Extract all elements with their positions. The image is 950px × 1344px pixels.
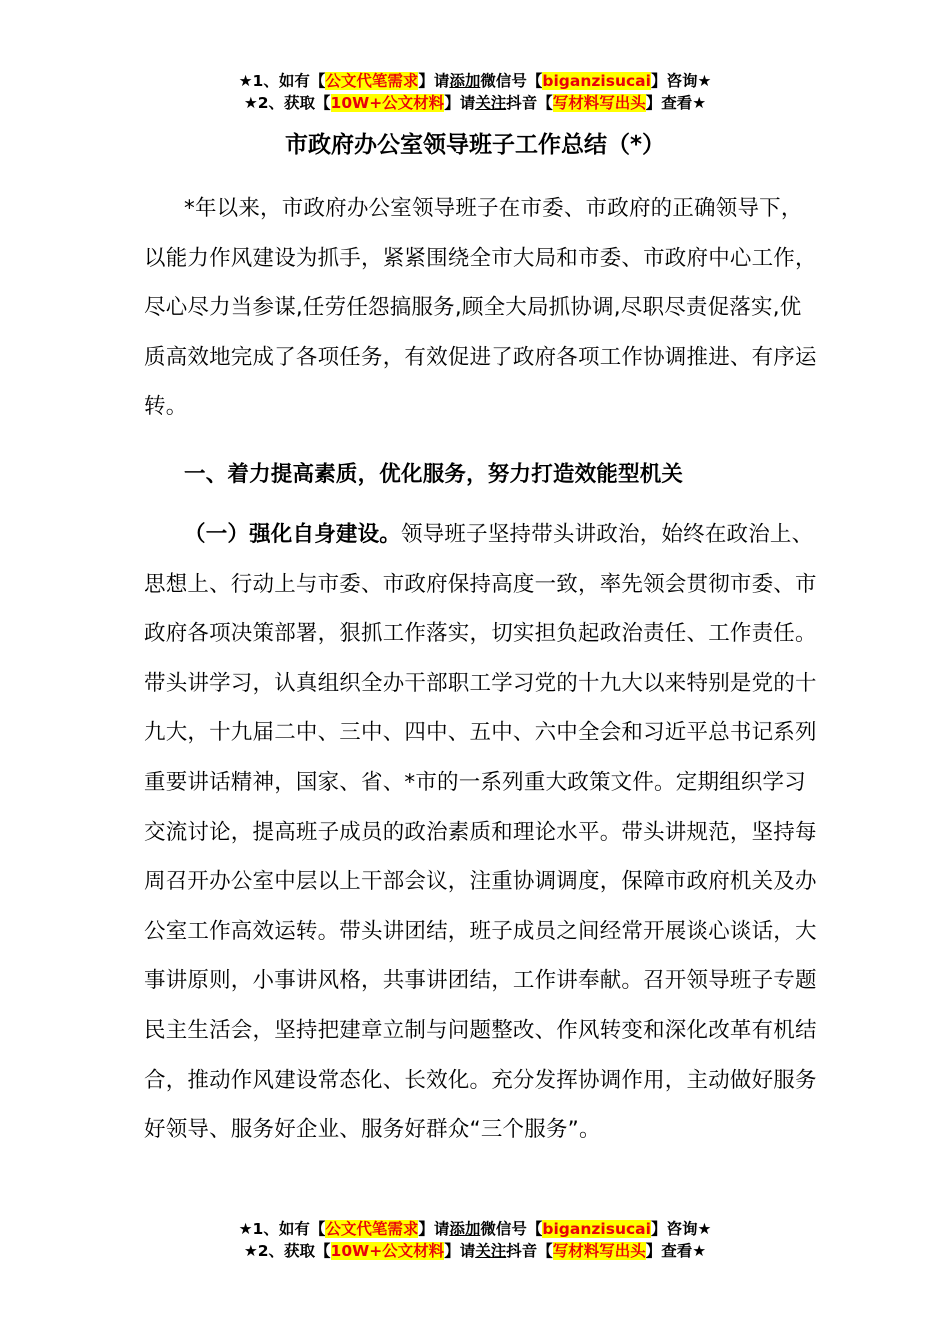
subsection-body: 领导班子坚持带头讲政治，始终在政治上、思想上、行动上与市委、市政府保持高度一致，率先领会贯彻市委、市政府各项决策部署，狠抓工作落实，切实担负起政治责任、工作责任。带头讲学习，认真组织全办干部职工学习党的十九大以来特别是党的十九大，十九届二中、三中、四中、五中、六中全会和习近平总书记系列重要讲话精神，国家、省、*市的一系列重大政策文件。定期组织学习交流讨论，提高班子成员的政治素质和理论水平。带头讲规范，坚持每周召开办公室中层以上干部会议，注重协调调度，保障市政府机关及办公室工作高效运转。带头讲团结，班子成员之间经常开展谈心谈话，大事讲原则，小事讲风格，共事讲团结，工作讲奉献。召开领导班子专题民主生活会，坚持把建章立制与问题整改、作风转变和深化改革有机结合，推动作风建设常态化、长效化。充分发挥协调作用，主动做好服务好领导、服务好企业、服务好群众“三个服务”。 — [144, 522, 817, 1143]
banner-highlight-wechat-id: biganzisucai — [542, 1220, 651, 1238]
banner-highlight-douyin: 写材料写出头 — [552, 1242, 646, 1260]
banner-text: 微信号【 — [480, 72, 543, 90]
banner-highlight-wechat-id: biganzisucai — [542, 72, 651, 90]
banner-text: ★1、如有【 — [238, 72, 326, 90]
banner-text: 】请 — [444, 1242, 476, 1260]
banner-line-1 — [0, 70, 950, 92]
banner-text: 】请 — [418, 72, 450, 90]
footer-banner — [0, 1218, 950, 1262]
banner-text: 抖音【 — [506, 94, 553, 112]
banner-text: ★1、如有【 — [238, 1220, 326, 1238]
section-heading: 一、着力提高素质，优化服务，努力打造效能型机关 — [184, 462, 684, 487]
banner-text: 】咨询★ — [650, 1220, 712, 1238]
banner-text: 抖音【 — [506, 1242, 553, 1260]
banner-text: 】请 — [444, 94, 476, 112]
banner-line-2 — [0, 1240, 950, 1262]
banner-underlined-text: 添加 — [449, 1220, 481, 1238]
banner-highlight: 10W+公文材料 — [330, 1242, 445, 1260]
banner-text: 】查看★ — [645, 94, 707, 112]
banner-text: 微信号【 — [480, 1220, 543, 1238]
banner-line-2 — [0, 92, 950, 114]
banner-highlight: 公文代笔需求 — [325, 1220, 419, 1238]
banner-highlight-douyin: 写材料写出头 — [552, 94, 646, 112]
document-title: 市政府办公室领导班子工作总结（*） — [284, 132, 666, 158]
banner-text: ★2、获取【 — [243, 94, 331, 112]
intro-paragraph: *年以来，市政府办公室领导班子在市委、市政府的正确领导下，以能力作风建设为抓手，紧紧围绕全市大局和市委、市政府中心工作，尽心尽力当参谋,任劳任怨搞服务,顾全大局抓协调,尽职尽责促落实,优质高效地完成了各项任务，有效促进了政府各项工作协调推进、有序运转。 — [144, 196, 817, 420]
banner-text: 】查看★ — [645, 1242, 707, 1260]
banner-text: ★2、获取【 — [243, 1242, 331, 1260]
subsection-lead: （一）强化自身建设。 — [184, 522, 402, 547]
banner-highlight: 公文代笔需求 — [325, 72, 419, 90]
banner-text: 】请 — [418, 1220, 450, 1238]
subsection-paragraph — [144, 510, 820, 1155]
header-banner — [0, 70, 950, 114]
banner-underlined-text: 关注 — [475, 1242, 507, 1260]
banner-underlined-text: 添加 — [449, 72, 481, 90]
banner-highlight: 10W+公文材料 — [330, 94, 445, 112]
banner-underlined-text: 关注 — [475, 94, 507, 112]
banner-line-1 — [0, 1218, 950, 1240]
banner-text: 】咨询★ — [650, 72, 712, 90]
